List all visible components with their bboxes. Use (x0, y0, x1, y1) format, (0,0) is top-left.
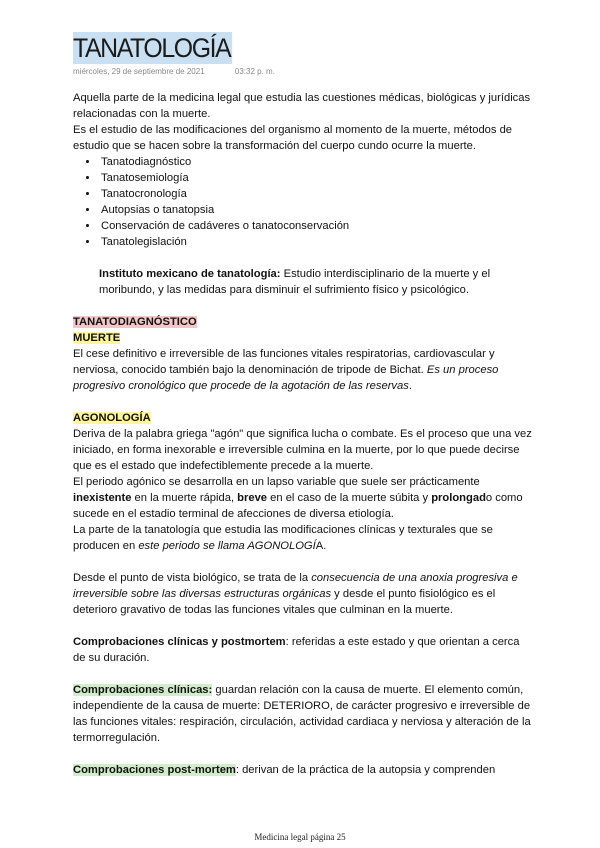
p4-text: y desde el punto fisiológico es el deterioro gravativo de todas las funciones vitales que culminan en la muerte. (73, 588, 496, 616)
intro-study: Es el estudio de las modificaciones del organismo al momento de la muerte, métodos de estudio que se hacen sobre la transformación del cuerpo cundo ocurre la muerte. (73, 124, 513, 152)
comprobaciones-clinicas-label: Comprobaciones clínicas: (73, 684, 213, 696)
section-heading-tanatodiagnostico: TANATODIAGNÓSTICO (73, 316, 197, 328)
comprobaciones-label: Comprobaciones clínicas y postmortem (73, 636, 286, 648)
page-title: TANATOLOGÍA (73, 33, 231, 63)
p3-text: La parte de la tanatología que estudia las modificaciones clínicas y texturales que se producen en (73, 524, 493, 552)
p2-text: o como sucede en el estadio terminal de afecciones de diversa etiología. (73, 492, 523, 520)
subheading-muerte: MUERTE (73, 332, 121, 344)
p2-text: en la muerte rápida, (131, 492, 238, 504)
intro-definition: Aquella parte de la medicina legal que estudia las cuestiones médicas, biológicas y jurídicas relacionadas con la muerte. (73, 92, 531, 120)
comprobaciones-postmortem-text: : derivan de la práctica de la autopsia y comprenden (235, 764, 496, 776)
comprobaciones-p3 (73, 762, 533, 778)
page-content (73, 32, 533, 778)
comprobaciones-p1 (73, 634, 533, 666)
p2-bold: inexistente (73, 492, 132, 504)
instituto-label: Instituto mexicano de tanatología: (99, 268, 281, 280)
p2-text: en el caso de la muerte súbita y (267, 492, 432, 504)
list-item: • Tanatodiagnóstico (99, 154, 533, 170)
page-time: 03:32 p. m. (234, 67, 275, 76)
p2-bold: breve (237, 492, 268, 504)
list-item: • Tanatolegislación (99, 234, 533, 250)
muerte-end: . (408, 380, 412, 392)
list-item: • Tanatosemiología (99, 170, 533, 186)
p4-italic: consecuencia de una anoxia progresiva e irreversible sobre las diversas estructuras orgánicas (73, 572, 518, 600)
muerte-text: El cese definitivo e irreversible de las funciones vitales respiratorias, cardiovascular y nerviosa, conocido también bajo la denominación de tripode de Bichat. (73, 348, 495, 376)
agonologia-p2 (73, 474, 533, 522)
p3-text: A. (315, 540, 327, 552)
agonologia-p1: Deriva de la palabra griega "agón" que significa lucha o combate. Es el proceso que una vez iniciado, en forma inexorable e irreversible culmina en la muerte, por lo que puede decirse que es el estado que indefectiblemente precede a la muerte. (73, 428, 532, 472)
agonologia-p4 (73, 570, 533, 618)
comprobaciones-clinicas-text: guardan relación con la causa de muerte. El elemento común, independiente de la causa de muerte: DETERIORO, de carácter progresivo e irreversible de las funciones vitales: respiración, circulación, actividad cardiaca y nerviosa y alteración de la termorregulación. (73, 684, 531, 744)
list-item: • Tanatocronología (99, 186, 533, 202)
comprobaciones-postmortem-label: Comprobaciones post-mortem (73, 764, 236, 776)
p2-text: El periodo agónico se desarrolla en un lapso variable que suele ser prácticamente (73, 476, 480, 488)
page-footer: Medicina legal página 25 (254, 832, 346, 842)
comprobaciones-p2 (73, 682, 533, 746)
instituto-paragraph (73, 266, 533, 298)
list-item: • Conservación de cadáveres o tanatoconservación (99, 218, 533, 234)
comprobaciones-text: : referidas a este estado y que orientan a cerca de su duración. (73, 636, 520, 664)
p2-bold: prolongad (431, 492, 486, 504)
agonologia-p3 (73, 522, 533, 554)
section-heading-agonologia: AGONOLOGÍA (73, 412, 151, 424)
p3-italic: este periodo se llama AGONOLOGÍ (138, 540, 316, 552)
muerte-italic: Es un proceso progresivo cronológico que procede de la agotación de las reservas (73, 364, 499, 392)
page-date: miércoles, 29 de septiembre de 2021 (73, 67, 205, 76)
p4-text: Desde el punto de vista biológico, se trata de la (73, 572, 312, 584)
instituto-text: Estudio interdisciplinario de la muerte y el moribundo, y las medidas para disminuir el sufrimiento físico y psicológico. (99, 268, 491, 296)
page-metadata (73, 67, 533, 76)
topics-list (73, 154, 533, 250)
list-item: • Autopsias o tanatopsia (99, 202, 533, 218)
muerte-paragraph (73, 346, 533, 394)
